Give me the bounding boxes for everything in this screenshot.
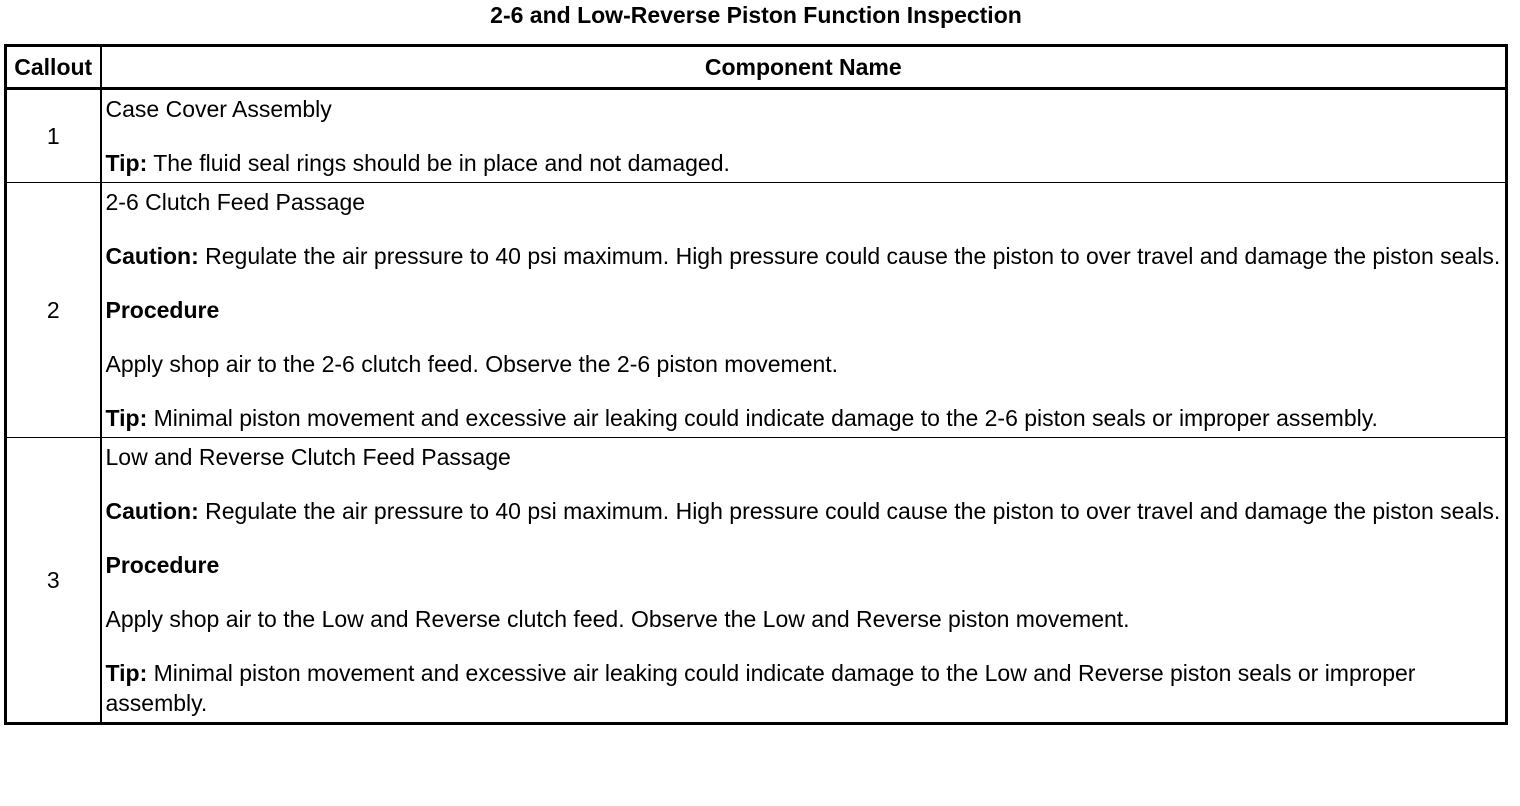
procedure-text: Apply shop air to the Low and Reverse clutch feed. Observe the Low and Reverse piston movement. — [105, 606, 1130, 632]
table-row — [6, 183, 1507, 438]
callout-cell: 2 — [6, 183, 101, 438]
caution-text: Regulate the air pressure to 40 psi maximum. High pressure could cause the piston to over travel and damage the piston seals. — [198, 498, 1501, 524]
tip-label: Tip: — [105, 150, 148, 176]
table-row — [6, 438, 1507, 724]
procedure-text: Apply shop air to the 2-6 clutch feed. Observe the 2-6 piston movement. — [105, 351, 839, 377]
tip-text: Minimal piston movement and excessive air leaking could indicate damage to the Low and Reverse piston seals or improper assembly. — [105, 660, 1416, 716]
inspection-table — [4, 44, 1508, 725]
caution-text: Regulate the air pressure to 40 psi maximum. High pressure could cause the piston to over travel and damage the piston seals. — [198, 243, 1501, 269]
tip-label: Tip: — [105, 405, 148, 431]
component-name: 2-6 Clutch Feed Passage — [105, 189, 366, 215]
component-cell — [101, 89, 1507, 183]
component-cell — [101, 438, 1507, 724]
component-name: Low and Reverse Clutch Feed Passage — [105, 444, 511, 470]
caution-label: Caution: — [105, 498, 199, 524]
caution-label: Caution: — [105, 243, 199, 269]
column-header-component-name: Component Name — [101, 46, 1507, 89]
tip-text: Minimal piston movement and excessive air leaking could indicate damage to the 2-6 piston seals or improper assembly. — [147, 405, 1378, 431]
table-header-row — [6, 46, 1507, 89]
page-title: 2-6 and Low-Reverse Piston Function Inspection — [490, 2, 1022, 28]
caution-paragraph — [106, 496, 1502, 526]
procedure-heading: Procedure — [105, 297, 220, 323]
column-header-callout: Callout — [6, 46, 101, 89]
tip-paragraph — [106, 403, 1502, 433]
callout-cell: 1 — [6, 89, 101, 183]
table-row — [6, 89, 1507, 183]
tip-paragraph — [106, 148, 1502, 178]
tip-text: The fluid seal rings should be in place and not damaged. — [147, 150, 730, 176]
component-name: Case Cover Assembly — [105, 96, 332, 122]
caution-paragraph — [106, 241, 1502, 271]
component-cell — [101, 183, 1507, 438]
procedure-heading: Procedure — [105, 552, 220, 578]
callout-cell: 3 — [6, 438, 101, 724]
tip-label: Tip: — [105, 660, 148, 686]
tip-paragraph — [106, 658, 1502, 718]
